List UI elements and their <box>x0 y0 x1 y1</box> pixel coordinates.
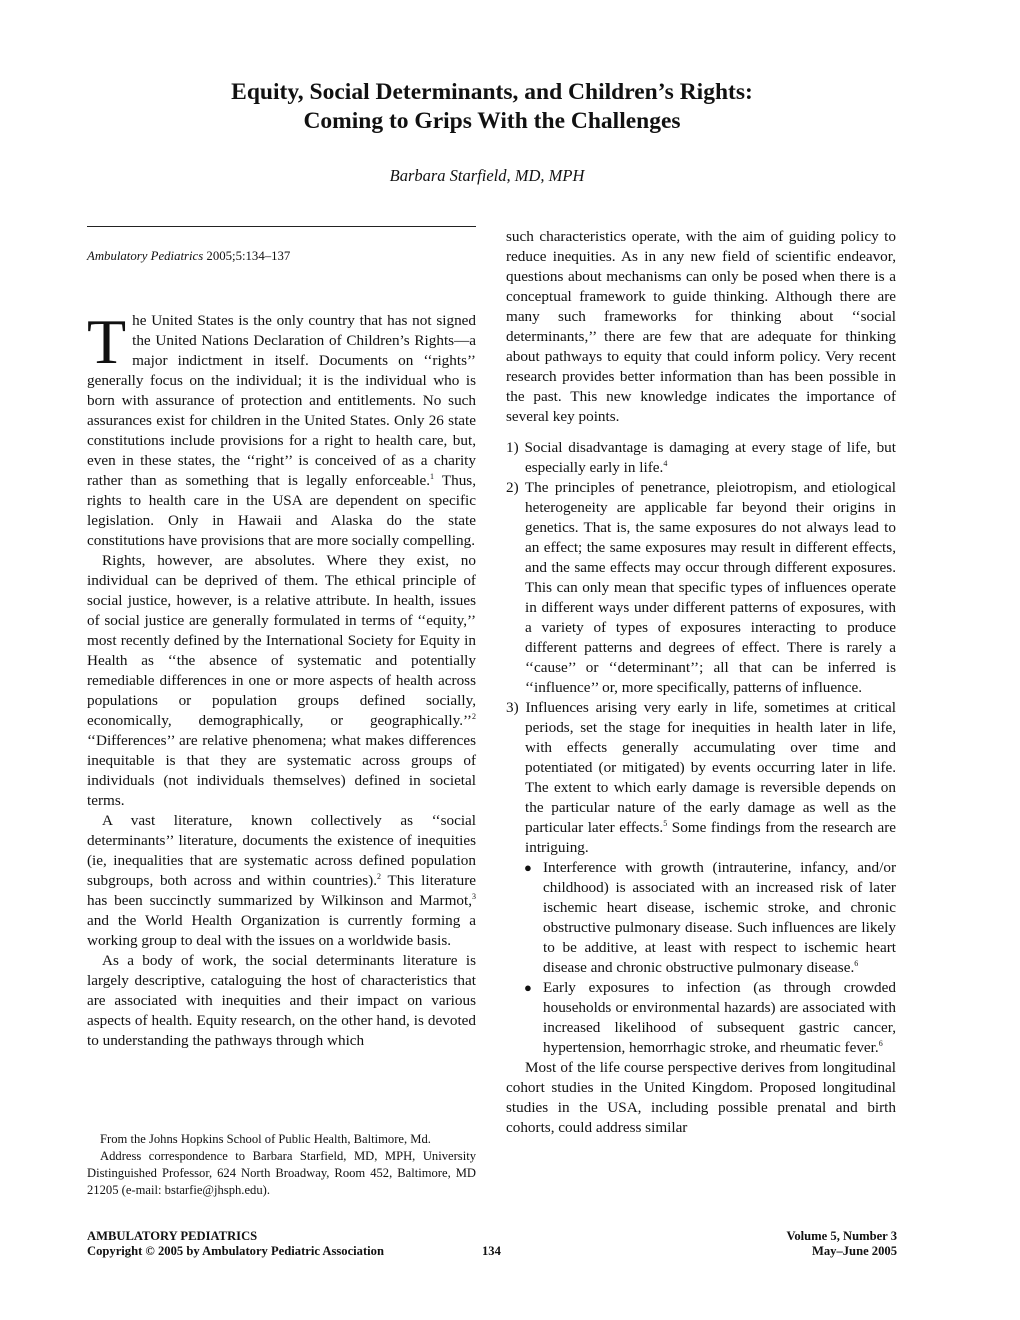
drop-cap: T <box>87 306 127 377</box>
journal-citation <box>87 249 290 264</box>
findings-list <box>506 858 896 1058</box>
title-line-2: Coming to Grips With the Challenges <box>303 108 681 134</box>
header-rule <box>87 226 476 227</box>
author-byline: Barbara Starfield, MD, MPH <box>389 166 585 185</box>
affiliation-footnote <box>87 1131 476 1199</box>
bullet-icon: ● <box>524 860 532 875</box>
footer-date: May–June 2005 <box>811 1244 897 1258</box>
citation-journal: Ambulatory Pediatrics <box>87 249 204 263</box>
article-title <box>0 78 984 136</box>
list-item: 2) The principles of penetrance, pleiotropism, and etiological heterogeneity are applicable far beyond their origins in genetics. That is, the same exposures do not always lead to an effect; the same exposures may result in different effects, and the same effects may occur through different exposures. This can only mean that specific types of influences operate in different ways under different patterns of exposures, with a variety of types of exposures interacting to produce different patterns and degrees of effect. There is rarely a ‘‘cause’’ or ‘‘determinant’’; all that can be inferred is ‘‘influence’’ or, more specifically, patterns of influence. <box>506 479 896 696</box>
reference-marker: 2 <box>377 872 382 881</box>
footer-journal: AMBULATORY PEDIATRICS <box>87 1229 258 1243</box>
reference-marker: 2 <box>472 712 476 721</box>
reference-marker: 6 <box>854 959 859 968</box>
paragraph-5: such characteristics operate, with the aim of guiding policy to reduce inequities. As in any new field of scientific endeavor, questions about mechanisms can only be posed when there is a conceptual framework to guide thinking. Although there are many such frameworks for thinking about ‘‘social determinants,’’ there are few that are adequate for thinking about pathways to equity that could inform policy. Very recent research provides better information than has been possible in the past. This new knowledge indicates the importance of several key points. <box>506 228 896 425</box>
paragraph-2: Rights, however, are absolutes. Where they exist, no individual can be deprived of them. The ethical principle of social justice, however, is a relative attribute. In health, issues of social justice are generally formulated in terms of ‘‘equity,’’ most recently defined by the International Society for Equity in Health as ‘‘the absence of systematic and potentially remediable differences in one or more aspects of health across populations or population groups defined socially, economically, demographically, or geographically.’’$^2$ ‘‘Differences’’ are relative phenomena; what makes differences inequitable is that they are systematic across groups of individuals (not individuals themselves) defined in societal terms. <box>87 552 476 809</box>
reference-marker: 5 <box>663 819 668 828</box>
footer-copyright: Copyright © 2005 by Ambulatory Pediatric Association <box>87 1244 384 1258</box>
left-column <box>87 306 476 1051</box>
list-item: 1) Social disadvantage is damaging at every stage of life, but especially early in life.$^4$ <box>506 439 896 476</box>
reference-marker: 1 <box>430 472 434 481</box>
paragraph-6: Most of the life course perspective derives from longitudinal cohort studies in the United Kingdom. Proposed longitudinal studies in the USA, including possible prenatal and birth cohorts, could address similar <box>506 1059 896 1136</box>
paragraph-4: As a body of work, the social determinants literature is largely descriptive, cataloguing the host of characteristics that are associated with inequities and their impact on various aspects of health. Equity research, on the other hand, is devoted to understanding the pathways through which <box>87 952 476 1049</box>
bullet-icon: ● <box>524 980 532 995</box>
footer-volume: Volume 5, Number 3 <box>786 1229 897 1243</box>
paragraph-1: The United States is the only country that has not signed the United Nations Declaration of Children’s Rights—a major indictment in itself. Documents on ‘‘rights’’ generally focus on the individual; it is the individual who is born with assurance of protection and entitlements. No such assurances exist for children in the United States. Only 26 state constitutions include provisions for a right to health care, but, even in these states, the ‘‘right’’ is conceived of as a charity rather than as something that is legally enforceable.$^1$ Thus, rights to health care in the USA are dependent on specific legislation. Only in Hawaii and Alaska do the state constitutions have provisions that are more socially compelling. <box>87 306 476 549</box>
list-item: ● Early exposures to infection (as through crowded households or environmental hazards) are associated with increased likelihood of subsequent gastric cancer, hypertension, hemorrhagic stroke, and rheumatic fever.$^6$ <box>524 979 896 1056</box>
citation-details: 2005;5:134–137 <box>203 249 291 263</box>
paragraph-3: A vast literature, known collectively as ‘‘social determinants’’ literature, documents the existence of inequities (ie, inequalities that are systematic across defined population subgroups, both across and within countries).$^2$ This literature has been succinctly summarized by Wilkinson and Marmot,$^3$ and the World Health Organization is currently forming a working group to deal with the issues on a worldwide basis. <box>87 812 476 949</box>
list-item: 3) Influences arising very early in life, sometimes at critical periods, set the stage for inequities in health later in life, with effects generally accumulating over time and potentiated (or mitigated) by events occurring later in life. The extent to which early damage is reversible depends on the particular nature of the early damage as well as the particular later effects.$^5$ Some findings from the research are intriguing. <box>506 699 897 856</box>
footnote-correspondence: Address correspondence to Barbara Starfield, MD, MPH, University Distinguished Professor, 624 North Broadway, Room 452, Baltimore, MD 21205 (e-mail: bstarfie@jhsph.edu). <box>87 1149 476 1197</box>
page-number: 134 <box>482 1244 501 1258</box>
reference-marker: 3 <box>472 892 476 901</box>
reference-marker: 4 <box>663 459 668 468</box>
footnote-affiliation: From the Johns Hopkins School of Public Health, Baltimore, Md. <box>100 1132 431 1146</box>
title-line-1: Equity, Social Determinants, and Children’s Rights: <box>231 79 753 105</box>
list-item: ● Interference with growth (intrauterine, infancy, and/or childhood) is associated with an increased risk of later ischemic heart disease, ischemic stroke, and chronic obstructive pulmonary disease. Such influences are likely to be additive, at least with respect to ischemic heart disease and chronic obstructive pulmonary disease.$^6$ <box>524 859 896 976</box>
right-column <box>506 227 896 1138</box>
reference-marker: 6 <box>878 1039 883 1048</box>
key-points-list <box>506 438 896 858</box>
